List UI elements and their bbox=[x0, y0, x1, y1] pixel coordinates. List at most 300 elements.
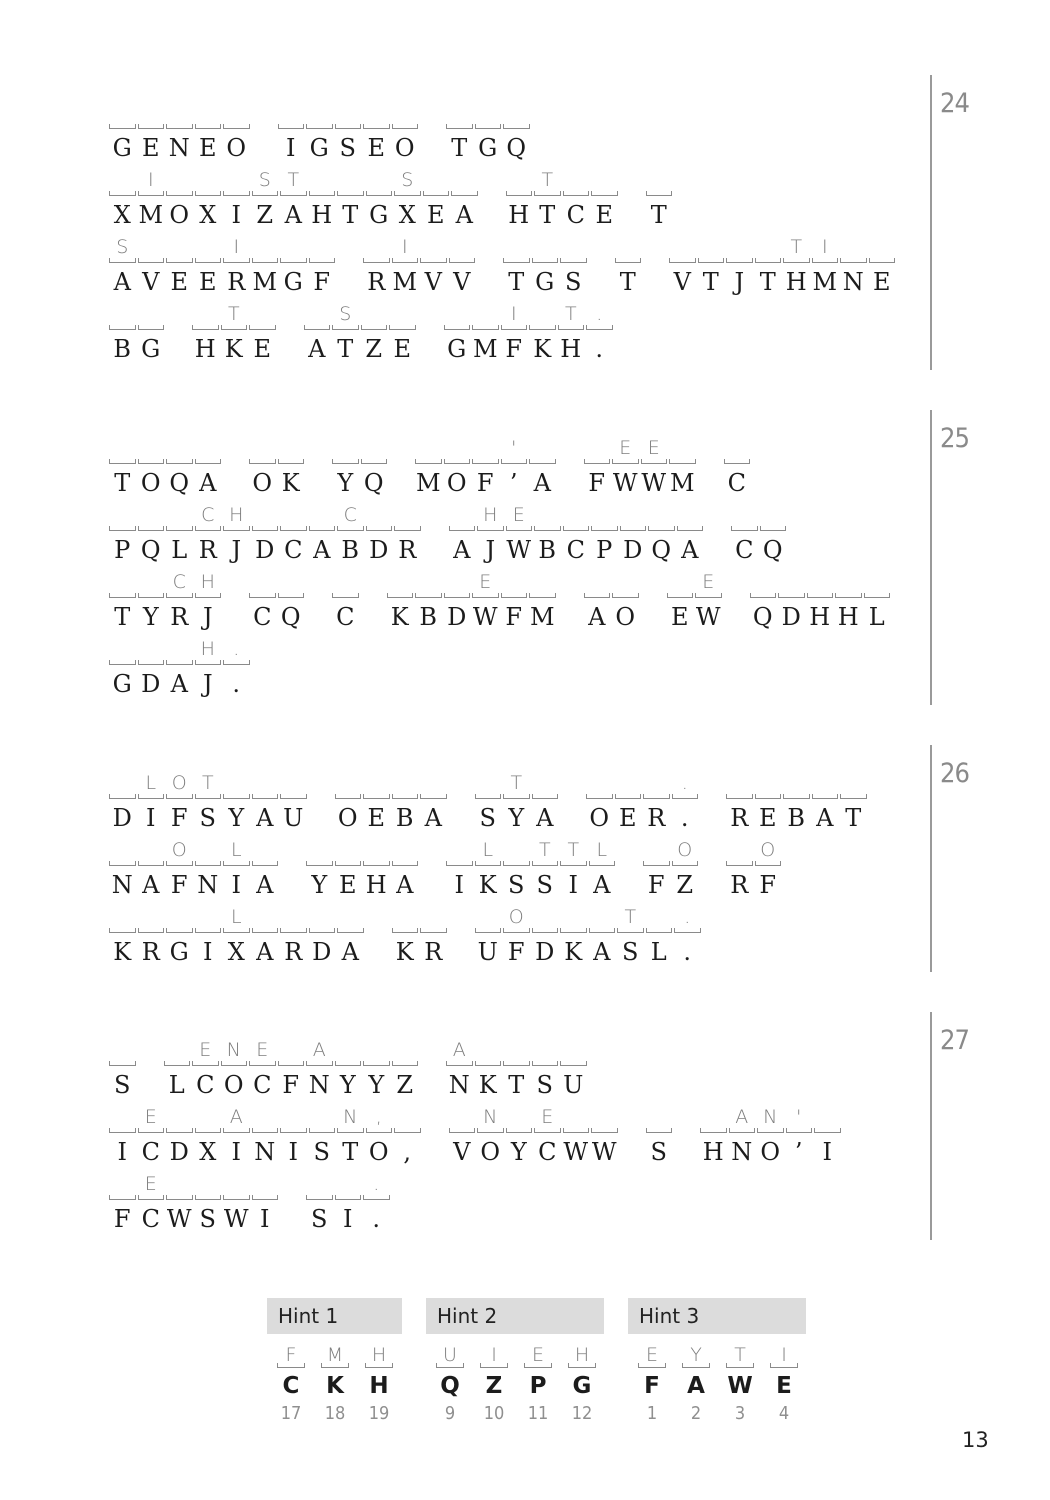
letter-cell[interactable] bbox=[611, 577, 640, 637]
answer-slot[interactable] bbox=[591, 1123, 618, 1133]
answer-slot[interactable] bbox=[532, 923, 559, 933]
letter-cell[interactable] bbox=[474, 912, 503, 972]
letter-cell[interactable] bbox=[502, 845, 531, 905]
letter-cell[interactable] bbox=[222, 175, 251, 235]
letter-cell[interactable] bbox=[813, 1112, 842, 1172]
answer-slot[interactable] bbox=[677, 521, 704, 531]
letter-cell[interactable] bbox=[165, 1112, 194, 1172]
letter-cell[interactable] bbox=[471, 443, 500, 503]
letter-cell[interactable] bbox=[448, 510, 477, 570]
letter-cell[interactable] bbox=[360, 443, 389, 503]
letter-cell[interactable] bbox=[305, 845, 334, 905]
letter-cell[interactable] bbox=[365, 1106, 394, 1172]
letter-cell[interactable] bbox=[528, 309, 557, 369]
answer-slot[interactable] bbox=[138, 253, 165, 263]
answer-slot[interactable] bbox=[278, 1056, 305, 1066]
letter-cell[interactable] bbox=[419, 242, 448, 302]
letter-cell[interactable] bbox=[471, 571, 500, 637]
letter-cell[interactable] bbox=[476, 504, 505, 570]
letter-cell[interactable] bbox=[308, 912, 337, 972]
letter-cell[interactable] bbox=[248, 443, 277, 503]
letter-cell[interactable] bbox=[303, 309, 332, 369]
letter-cell[interactable] bbox=[362, 1173, 391, 1239]
letter-cell[interactable] bbox=[528, 443, 557, 503]
letter-cell[interactable] bbox=[222, 1179, 251, 1239]
letter-cell[interactable] bbox=[590, 175, 619, 235]
letter-cell[interactable] bbox=[533, 1106, 562, 1172]
letter-cell[interactable] bbox=[647, 510, 676, 570]
answer-slot[interactable] bbox=[420, 789, 447, 799]
answer-slot[interactable] bbox=[615, 789, 642, 799]
answer-slot[interactable] bbox=[667, 588, 694, 598]
letter-cell[interactable] bbox=[562, 1112, 591, 1172]
letter-cell[interactable] bbox=[365, 510, 394, 570]
letter-cell[interactable] bbox=[645, 1112, 674, 1172]
letter-cell[interactable] bbox=[165, 443, 194, 503]
letter-cell[interactable] bbox=[642, 845, 671, 905]
answer-slot[interactable] bbox=[363, 1056, 390, 1066]
answer-slot[interactable] bbox=[278, 119, 305, 129]
answer-slot[interactable] bbox=[812, 789, 839, 799]
answer-slot[interactable] bbox=[501, 588, 528, 598]
letter-cell[interactable] bbox=[362, 108, 391, 168]
answer-slot[interactable] bbox=[332, 588, 359, 598]
letter-cell[interactable] bbox=[222, 236, 251, 302]
answer-slot[interactable] bbox=[138, 923, 165, 933]
answer-slot[interactable] bbox=[451, 186, 478, 196]
letter-cell[interactable] bbox=[137, 309, 166, 369]
answer-slot[interactable] bbox=[840, 253, 867, 263]
letter-cell[interactable] bbox=[194, 1112, 223, 1172]
letter-cell[interactable] bbox=[194, 108, 223, 168]
answer-slot[interactable] bbox=[392, 856, 419, 866]
letter-cell[interactable] bbox=[868, 242, 897, 302]
answer-slot[interactable] bbox=[869, 253, 896, 263]
letter-cell[interactable] bbox=[108, 175, 137, 235]
answer-slot[interactable] bbox=[166, 253, 193, 263]
letter-cell[interactable] bbox=[279, 169, 308, 235]
letter-cell[interactable] bbox=[505, 175, 534, 235]
letter-cell[interactable] bbox=[165, 510, 194, 570]
letter-cell[interactable] bbox=[137, 577, 166, 637]
letter-cell[interactable] bbox=[331, 443, 360, 503]
letter-cell[interactable] bbox=[277, 577, 306, 637]
letter-cell[interactable] bbox=[754, 778, 783, 838]
answer-slot[interactable] bbox=[755, 789, 782, 799]
letter-cell[interactable] bbox=[531, 242, 560, 302]
letter-cell[interactable] bbox=[248, 309, 277, 369]
answer-slot[interactable] bbox=[532, 1056, 559, 1066]
answer-slot[interactable] bbox=[394, 1123, 421, 1133]
letter-cell[interactable] bbox=[194, 242, 223, 302]
answer-slot[interactable] bbox=[394, 521, 421, 531]
answer-slot[interactable] bbox=[472, 454, 499, 464]
letter-cell[interactable] bbox=[562, 510, 591, 570]
letter-cell[interactable] bbox=[640, 437, 669, 503]
answer-slot[interactable] bbox=[415, 588, 442, 598]
answer-slot[interactable] bbox=[335, 119, 362, 129]
letter-cell[interactable] bbox=[251, 912, 280, 972]
answer-slot[interactable] bbox=[280, 521, 307, 531]
answer-slot[interactable] bbox=[646, 923, 673, 933]
letter-cell[interactable] bbox=[725, 778, 754, 838]
letter-cell[interactable] bbox=[279, 510, 308, 570]
answer-slot[interactable] bbox=[444, 588, 471, 598]
answer-slot[interactable] bbox=[392, 789, 419, 799]
letter-cell[interactable] bbox=[108, 1179, 137, 1239]
letter-cell[interactable] bbox=[671, 839, 700, 905]
letter-cell[interactable] bbox=[191, 309, 220, 369]
letter-cell[interactable] bbox=[419, 778, 448, 838]
letter-cell[interactable] bbox=[336, 912, 365, 972]
answer-slot[interactable] bbox=[335, 1190, 362, 1200]
answer-slot[interactable] bbox=[864, 588, 891, 598]
letter-cell[interactable] bbox=[194, 443, 223, 503]
answer-slot[interactable] bbox=[252, 1123, 279, 1133]
answer-slot[interactable] bbox=[332, 454, 359, 464]
letter-cell[interactable] bbox=[251, 242, 280, 302]
letter-cell[interactable] bbox=[137, 510, 166, 570]
letter-cell[interactable] bbox=[108, 778, 137, 838]
letter-cell[interactable] bbox=[165, 175, 194, 235]
letter-cell[interactable] bbox=[194, 504, 223, 570]
answer-slot[interactable] bbox=[589, 923, 616, 933]
letter-cell[interactable] bbox=[728, 1106, 757, 1172]
answer-slot[interactable] bbox=[223, 119, 250, 129]
answer-slot[interactable] bbox=[612, 588, 639, 598]
answer-slot[interactable] bbox=[731, 521, 758, 531]
answer-slot[interactable] bbox=[166, 923, 193, 933]
answer-slot[interactable] bbox=[366, 186, 393, 196]
answer-slot[interactable] bbox=[195, 186, 222, 196]
answer-slot[interactable] bbox=[166, 119, 193, 129]
answer-slot[interactable] bbox=[591, 186, 618, 196]
letter-cell[interactable] bbox=[806, 577, 835, 637]
answer-slot[interactable] bbox=[252, 253, 279, 263]
answer-slot[interactable] bbox=[643, 789, 670, 799]
letter-cell[interactable] bbox=[108, 577, 137, 637]
answer-slot[interactable] bbox=[392, 1056, 419, 1066]
letter-cell[interactable] bbox=[391, 778, 420, 838]
answer-slot[interactable] bbox=[223, 1190, 250, 1200]
letter-cell[interactable] bbox=[108, 1112, 137, 1172]
answer-slot[interactable] bbox=[420, 253, 447, 263]
answer-slot[interactable] bbox=[195, 1190, 222, 1200]
letter-cell[interactable] bbox=[108, 1045, 137, 1105]
letter-cell[interactable] bbox=[839, 242, 868, 302]
letter-cell[interactable] bbox=[194, 175, 223, 235]
answer-slot[interactable] bbox=[109, 119, 136, 129]
letter-cell[interactable] bbox=[194, 638, 223, 704]
letter-cell[interactable] bbox=[500, 577, 529, 637]
letter-cell[interactable] bbox=[391, 108, 420, 168]
letter-cell[interactable] bbox=[666, 577, 695, 637]
letter-cell[interactable] bbox=[673, 906, 702, 972]
letter-cell[interactable] bbox=[336, 1106, 365, 1172]
answer-slot[interactable] bbox=[415, 454, 442, 464]
answer-slot[interactable] bbox=[109, 789, 136, 799]
letter-cell[interactable] bbox=[334, 1179, 363, 1239]
letter-cell[interactable] bbox=[474, 108, 503, 168]
letter-cell[interactable] bbox=[811, 778, 840, 838]
answer-slot[interactable] bbox=[335, 856, 362, 866]
letter-cell[interactable] bbox=[590, 1112, 619, 1172]
answer-slot[interactable] bbox=[109, 655, 136, 665]
letter-cell[interactable] bbox=[505, 1112, 534, 1172]
letter-cell[interactable] bbox=[165, 242, 194, 302]
letter-cell[interactable] bbox=[559, 912, 588, 972]
letter-cell[interactable] bbox=[583, 443, 612, 503]
letter-cell[interactable] bbox=[251, 169, 280, 235]
letter-cell[interactable] bbox=[502, 772, 531, 838]
letter-cell[interactable] bbox=[222, 638, 251, 704]
answer-slot[interactable] bbox=[532, 789, 559, 799]
answer-slot[interactable] bbox=[309, 521, 336, 531]
answer-slot[interactable] bbox=[584, 588, 611, 598]
answer-slot[interactable] bbox=[337, 186, 364, 196]
answer-slot[interactable] bbox=[449, 1123, 476, 1133]
answer-slot[interactable] bbox=[446, 856, 473, 866]
answer-slot[interactable] bbox=[109, 1056, 136, 1066]
letter-cell[interactable] bbox=[222, 906, 251, 972]
answer-slot[interactable] bbox=[475, 119, 502, 129]
answer-slot[interactable] bbox=[726, 253, 753, 263]
letter-cell[interactable] bbox=[336, 175, 365, 235]
letter-cell[interactable] bbox=[360, 309, 389, 369]
answer-slot[interactable] bbox=[252, 1190, 279, 1200]
answer-slot[interactable] bbox=[392, 119, 419, 129]
letter-cell[interactable] bbox=[108, 845, 137, 905]
letter-cell[interactable] bbox=[694, 571, 723, 637]
letter-cell[interactable] bbox=[191, 1039, 220, 1105]
letter-cell[interactable] bbox=[137, 1173, 166, 1239]
answer-slot[interactable] bbox=[337, 923, 364, 933]
letter-cell[interactable] bbox=[422, 175, 451, 235]
letter-cell[interactable] bbox=[251, 1179, 280, 1239]
answer-slot[interactable] bbox=[534, 521, 561, 531]
answer-slot[interactable] bbox=[304, 320, 331, 330]
answer-slot[interactable] bbox=[529, 588, 556, 598]
answer-slot[interactable] bbox=[698, 253, 725, 263]
letter-cell[interactable] bbox=[222, 108, 251, 168]
letter-cell[interactable] bbox=[645, 175, 674, 235]
answer-slot[interactable] bbox=[280, 1123, 307, 1133]
letter-cell[interactable] bbox=[365, 175, 394, 235]
letter-cell[interactable] bbox=[671, 772, 700, 838]
answer-slot[interactable] bbox=[166, 1190, 193, 1200]
answer-slot[interactable] bbox=[724, 454, 751, 464]
letter-cell[interactable] bbox=[391, 912, 420, 972]
letter-cell[interactable] bbox=[165, 912, 194, 972]
answer-slot[interactable] bbox=[563, 1123, 590, 1133]
letter-cell[interactable] bbox=[559, 839, 588, 905]
answer-slot[interactable] bbox=[363, 856, 390, 866]
answer-slot[interactable] bbox=[166, 521, 193, 531]
answer-slot[interactable] bbox=[278, 588, 305, 598]
letter-cell[interactable] bbox=[108, 108, 137, 168]
answer-slot[interactable] bbox=[109, 521, 136, 531]
letter-cell[interactable] bbox=[557, 303, 586, 369]
answer-slot[interactable] bbox=[335, 1056, 362, 1066]
answer-slot[interactable] bbox=[249, 320, 276, 330]
answer-slot[interactable] bbox=[249, 588, 276, 598]
letter-cell[interactable] bbox=[362, 242, 391, 302]
answer-slot[interactable] bbox=[361, 320, 388, 330]
answer-slot[interactable] bbox=[138, 856, 165, 866]
letter-cell[interactable] bbox=[165, 1179, 194, 1239]
answer-slot[interactable] bbox=[503, 1056, 530, 1066]
answer-slot[interactable] bbox=[814, 1123, 841, 1133]
letter-cell[interactable] bbox=[305, 1179, 334, 1239]
letter-cell[interactable] bbox=[619, 510, 648, 570]
answer-slot[interactable] bbox=[166, 186, 193, 196]
letter-cell[interactable] bbox=[443, 577, 472, 637]
answer-slot[interactable] bbox=[192, 320, 219, 330]
answer-slot[interactable] bbox=[306, 1190, 333, 1200]
letter-cell[interactable] bbox=[279, 912, 308, 972]
letter-cell[interactable] bbox=[194, 772, 223, 838]
letter-cell[interactable] bbox=[730, 510, 759, 570]
letter-cell[interactable] bbox=[585, 303, 614, 369]
letter-cell[interactable] bbox=[277, 1045, 306, 1105]
answer-slot[interactable] bbox=[840, 789, 867, 799]
answer-slot[interactable] bbox=[475, 789, 502, 799]
letter-cell[interactable] bbox=[393, 169, 422, 235]
answer-slot[interactable] bbox=[138, 119, 165, 129]
answer-slot[interactable] bbox=[309, 923, 336, 933]
letter-cell[interactable] bbox=[699, 1112, 728, 1172]
letter-cell[interactable] bbox=[362, 1045, 391, 1105]
letter-cell[interactable] bbox=[668, 443, 697, 503]
letter-cell[interactable] bbox=[220, 1039, 249, 1105]
letter-cell[interactable] bbox=[334, 778, 363, 838]
letter-cell[interactable] bbox=[137, 644, 166, 704]
answer-slot[interactable] bbox=[109, 1190, 136, 1200]
letter-cell[interactable] bbox=[590, 510, 619, 570]
letter-cell[interactable] bbox=[277, 108, 306, 168]
letter-cell[interactable] bbox=[137, 108, 166, 168]
answer-slot[interactable] bbox=[472, 320, 499, 330]
letter-cell[interactable] bbox=[474, 839, 503, 905]
letter-cell[interactable] bbox=[305, 1039, 334, 1105]
answer-slot[interactable] bbox=[280, 253, 307, 263]
answer-slot[interactable] bbox=[560, 1056, 587, 1066]
letter-cell[interactable] bbox=[305, 108, 334, 168]
answer-slot[interactable] bbox=[109, 186, 136, 196]
letter-cell[interactable] bbox=[474, 1045, 503, 1105]
letter-cell[interactable] bbox=[645, 912, 674, 972]
answer-slot[interactable] bbox=[138, 320, 165, 330]
answer-slot[interactable] bbox=[615, 253, 642, 263]
answer-slot[interactable] bbox=[278, 454, 305, 464]
letter-cell[interactable] bbox=[165, 839, 194, 905]
letter-cell[interactable] bbox=[279, 1112, 308, 1172]
answer-slot[interactable] bbox=[648, 521, 675, 531]
letter-cell[interactable] bbox=[108, 912, 137, 972]
letter-cell[interactable] bbox=[414, 577, 443, 637]
letter-cell[interactable] bbox=[419, 912, 448, 972]
answer-slot[interactable] bbox=[309, 1123, 336, 1133]
letter-cell[interactable] bbox=[445, 1039, 474, 1105]
letter-cell[interactable] bbox=[443, 443, 472, 503]
answer-slot[interactable] bbox=[392, 923, 419, 933]
letter-cell[interactable] bbox=[308, 242, 337, 302]
answer-slot[interactable] bbox=[138, 588, 165, 598]
answer-slot[interactable] bbox=[750, 588, 777, 598]
answer-slot[interactable] bbox=[195, 454, 222, 464]
letter-cell[interactable] bbox=[388, 309, 417, 369]
answer-slot[interactable] bbox=[306, 119, 333, 129]
answer-slot[interactable] bbox=[700, 1123, 727, 1133]
letter-cell[interactable] bbox=[108, 309, 137, 369]
letter-cell[interactable] bbox=[393, 1112, 422, 1172]
letter-cell[interactable] bbox=[108, 236, 137, 302]
letter-cell[interactable] bbox=[531, 912, 560, 972]
answer-slot[interactable] bbox=[389, 320, 416, 330]
answer-slot[interactable] bbox=[195, 253, 222, 263]
letter-cell[interactable] bbox=[386, 577, 415, 637]
letter-cell[interactable] bbox=[749, 577, 778, 637]
answer-slot[interactable] bbox=[563, 521, 590, 531]
answer-slot[interactable] bbox=[778, 588, 805, 598]
letter-cell[interactable] bbox=[562, 175, 591, 235]
letter-cell[interactable] bbox=[277, 443, 306, 503]
letter-cell[interactable] bbox=[585, 778, 614, 838]
answer-slot[interactable] bbox=[138, 655, 165, 665]
answer-slot[interactable] bbox=[195, 856, 222, 866]
letter-cell[interactable] bbox=[502, 906, 531, 972]
answer-slot[interactable] bbox=[503, 253, 530, 263]
letter-cell[interactable] bbox=[505, 504, 534, 570]
answer-slot[interactable] bbox=[109, 923, 136, 933]
letter-cell[interactable] bbox=[137, 242, 166, 302]
letter-cell[interactable] bbox=[331, 303, 360, 369]
answer-slot[interactable] bbox=[646, 1123, 673, 1133]
answer-slot[interactable] bbox=[584, 454, 611, 464]
answer-slot[interactable] bbox=[475, 1056, 502, 1066]
answer-slot[interactable] bbox=[166, 1123, 193, 1133]
letter-cell[interactable] bbox=[500, 303, 529, 369]
letter-cell[interactable] bbox=[248, 577, 277, 637]
letter-cell[interactable] bbox=[222, 1106, 251, 1172]
answer-slot[interactable] bbox=[726, 789, 753, 799]
letter-cell[interactable] bbox=[782, 778, 811, 838]
answer-slot[interactable] bbox=[643, 856, 670, 866]
letter-cell[interactable] bbox=[834, 577, 863, 637]
letter-cell[interactable] bbox=[137, 772, 166, 838]
letter-cell[interactable] bbox=[676, 510, 705, 570]
letter-cell[interactable] bbox=[614, 778, 643, 838]
answer-slot[interactable] bbox=[387, 588, 414, 598]
letter-cell[interactable] bbox=[474, 778, 503, 838]
letter-cell[interactable] bbox=[251, 510, 280, 570]
answer-slot[interactable] bbox=[138, 454, 165, 464]
answer-slot[interactable] bbox=[560, 253, 587, 263]
answer-slot[interactable] bbox=[586, 789, 613, 799]
letter-cell[interactable] bbox=[251, 1112, 280, 1172]
answer-slot[interactable] bbox=[529, 320, 556, 330]
answer-slot[interactable] bbox=[109, 588, 136, 598]
letter-cell[interactable] bbox=[668, 242, 697, 302]
answer-slot[interactable] bbox=[280, 789, 307, 799]
letter-cell[interactable] bbox=[137, 443, 166, 503]
letter-cell[interactable] bbox=[194, 571, 223, 637]
letter-cell[interactable] bbox=[331, 577, 360, 637]
answer-slot[interactable] bbox=[363, 789, 390, 799]
answer-slot[interactable] bbox=[506, 1123, 533, 1133]
letter-cell[interactable] bbox=[756, 1106, 785, 1172]
letter-cell[interactable] bbox=[471, 309, 500, 369]
